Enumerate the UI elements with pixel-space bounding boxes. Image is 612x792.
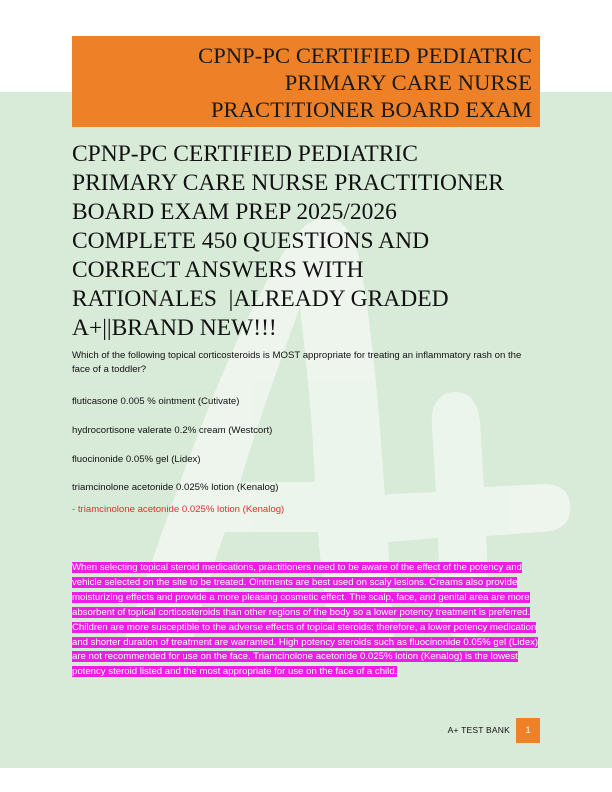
document-title-line: BOARD EXAM PREP 2025/2026: [72, 199, 397, 225]
header-title-line: PRACTITIONER BOARD EXAM: [210, 97, 532, 122]
document-title-line: COMPLETE 450 QUESTIONS AND: [72, 228, 430, 254]
question-text: Which of the following topical corticosteroids is MOST appropriate for treating an inflammatory rash on the face of a toddler?: [72, 350, 522, 375]
document-title: [72, 140, 542, 343]
answer-option: fluocinonide 0.05% gel (Lidex): [72, 454, 201, 465]
document-title-line: PRIMARY CARE NURSE PRACTITIONER: [72, 170, 504, 196]
header-banner: [72, 36, 540, 127]
page-number: 1: [516, 718, 540, 743]
correct-answer: - triamcinolone acetonide 0.025% lotion (Kenalog): [72, 504, 285, 515]
answer-option: triamcinolone acetonide 0.025% lotion (Kenalog): [72, 482, 279, 493]
document-title-line: CORRECT ANSWERS WITH: [72, 257, 364, 283]
rationale-paragraph: [72, 561, 544, 680]
document-title-line: CPNP-PC CERTIFIED PEDIATRIC: [72, 141, 418, 167]
header-title-line: PRIMARY CARE NURSE: [284, 70, 532, 95]
footer-label: A+ TEST BANK: [447, 725, 510, 735]
answer-option: fluticasone 0.005 % ointment (Cutivate): [72, 396, 240, 407]
answer-option: hydrocortisone valerate 0.2% cream (Westcort): [72, 425, 273, 436]
rationale-text: When selecting topical steroid medications, practitioners need to be aware of the effect of the potency and vehicle selected on the site to be treated. Ointments are best used on scaly lesions. Creams also provide moisturizing effects and provide a more pleasing cosmetic effect. The scalp, face, and genital area are more absorbent of topical corticosteroids than other regions of the body so a lower potency treatment is preferred. Children are more susceptible to the adverse effects of topical steroids; therefore, a lower potency medication and shorter duration of treatment are warranted. High potency steroids such as fluocinonide 0.05% gel (Lidex) are not recommended for use on the face. Triamcinolone acetonide 0.025% lotion (Kenalog) is the lowest potency steroid listed and the most appropriate for use on the face of a child.: [72, 562, 539, 678]
document-title-line: A+||BRAND NEW!!!: [72, 315, 277, 341]
header-title-line: CPNP-PC CERTIFIED PEDIATRIC: [198, 43, 532, 68]
document-title-line: RATIONALES |ALREADY GRADED: [72, 286, 449, 312]
